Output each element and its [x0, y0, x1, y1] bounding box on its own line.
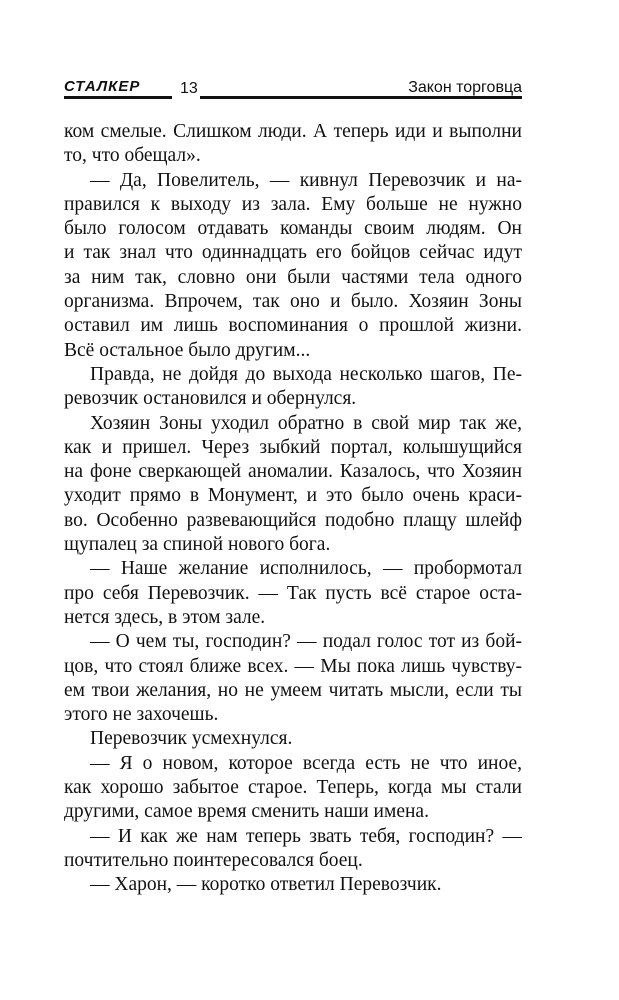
header-rule-left: [64, 96, 172, 99]
text-line: за ним так, словно они были частями тела одного: [64, 266, 522, 288]
series-title: СТАЛКЕР: [64, 78, 141, 95]
text-line: — Наше желание исполнилось, — пробормотал: [90, 558, 522, 580]
body-text: [64, 120, 522, 898]
text-line: Хозяин Зоны уходил обратно в свой мир так же,: [90, 412, 522, 434]
text-line: почтительно поинтересовался боец.: [64, 849, 363, 871]
text-line: Перевозчик усмехнулся.: [90, 728, 293, 750]
text-line: уходит прямо в Монумент, и это было очень краси-: [64, 485, 522, 507]
text-line: оставил им лишь воспоминания о прошлой жизни.: [64, 315, 522, 337]
text-line: — Я о новом, которое всегда есть не что иное,: [90, 752, 522, 774]
page-number: 13: [180, 80, 198, 97]
text-line: правился к выходу из зала. Ему больше не нужно: [64, 193, 522, 215]
book-title: Закон торговца: [408, 79, 522, 96]
text-line: то, что обещал».: [64, 145, 201, 167]
text-line: Правда, не дойдя до выхода несколько шагов, Пе-: [90, 363, 522, 385]
text-line: ревозчик остановился и обернулся.: [64, 388, 357, 410]
text-line: Всё остальное было другим...: [64, 339, 311, 361]
text-line: на фоне сверкающей аномалии. Казалось, что Хозяин: [64, 461, 522, 483]
text-line: было голосом отдавать команды своим людям. Он: [64, 218, 522, 240]
text-line: цов, что стоял ближе всех. — Мы пока лишь чувству-: [64, 655, 522, 677]
text-line: про себя Перевозчик. — Так пусть всё старое оста-: [64, 582, 522, 604]
running-header: [64, 78, 522, 100]
text-line: — И как же нам теперь звать тебя, господин? —: [90, 825, 522, 847]
text-line: ем твои желания, но не умеем читать мысли, если ты: [64, 679, 522, 701]
text-line: как и пришел. Через зыбкий портал, колышущийся: [64, 436, 522, 458]
text-line: во. Особенно развевающийся подобно плащу шлейф: [64, 509, 522, 531]
text-line: другими, самое время сменить наши имена.: [64, 801, 429, 823]
text-line: — Да, Повелитель, — кивнул Перевозчик и на-: [90, 169, 522, 191]
text-line: ком смелые. Слишком люди. А теперь иди и выполни: [64, 121, 522, 142]
text-line: этого не захочешь.: [64, 704, 219, 726]
text-line: организма. Впрочем, так оно и было. Хозяин Зоны: [64, 291, 522, 313]
text-line: нется здесь, в этом зале.: [64, 606, 266, 628]
text-line: щупалец за спиной нового бога.: [64, 534, 331, 556]
text-line: как хорошо забытое старое. Теперь, когда мы стали: [64, 777, 522, 799]
text-line: и так знал что одиннадцать его бойцов сейчас идут: [64, 242, 522, 264]
text-line: — О чем ты, господин? — подал голос тот из бой-: [90, 631, 522, 653]
text-line: — Харон, — коротко ответил Перевозчик.: [90, 874, 442, 896]
